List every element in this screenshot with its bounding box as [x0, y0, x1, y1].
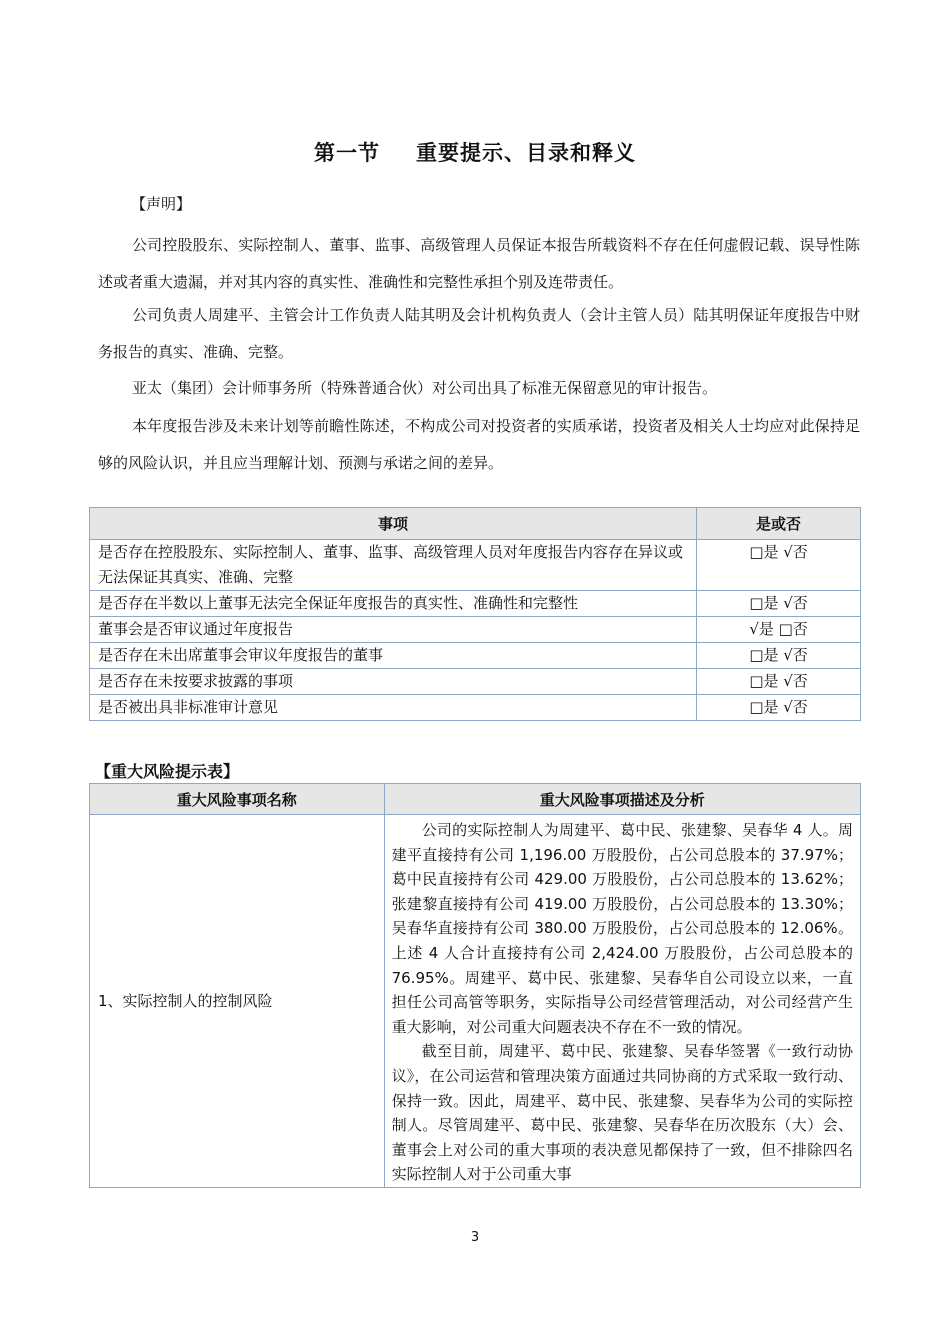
matter-item: 是否存在未出席董事会审议年度报告的董事 [90, 643, 697, 669]
matters-header-answer: 是或否 [697, 508, 861, 540]
matters-header-row [90, 508, 861, 540]
declaration-paragraph: 亚太（集团）会计师事务所（特殊普通合伙）对公司出具了标准无保留意见的审计报告。 [132, 379, 718, 397]
declaration-paragraph: 本年度报告涉及未来计划等前瞻性陈述，不构成公司对投资者的实质承诺，投资者及相关人士均应对此保持足够的风险认识，并且应当理解计划、预测与承诺之间的差异。 [98, 417, 860, 472]
risk-header-description: 重大风险事项描述及分析 [384, 784, 860, 815]
matters-header-item: 事项 [90, 508, 697, 540]
declaration-label: 【声明】 [131, 195, 192, 213]
matter-answer: √是 □否 [697, 617, 861, 643]
table-row [90, 815, 861, 1188]
risk-table-heading: 【重大风险提示表】 [95, 762, 240, 781]
risk-header-name: 重大风险事项名称 [90, 784, 385, 815]
matters-table [89, 507, 861, 721]
table-row [90, 591, 861, 617]
section-number: 第一节 [314, 141, 380, 165]
matter-answer: □是 √否 [697, 591, 861, 617]
matter-answer: □是 √否 [697, 669, 861, 695]
table-row [90, 643, 861, 669]
declaration-paragraph: 公司负责人周建平、主管会计工作负责人陆其明及会计机构负责人（会计主管人员）陆其明保证年度报告中财务报告的真实、准确、完整。 [98, 306, 860, 361]
risk-description-paragraph: 公司的实际控制人为周建平、葛中民、张建黎、吴春华 4 人。周建平直接持有公司 1,196.00 万股股份，占公司总股本的 37.97%；葛中民直接持有公司 429.00 万股股份，占公司总股本的 13.62%；张建黎直接持有公司 419.00 万股股份，占公司总股本的 13.30%；吴春华直接持有公司 380.00 万股股份，占公司总股本的 12.06%。上述 4 人合计直接持有公司 2,424.00 万股股份，占公司总股本的 76.95%。周建平、葛中民、张建黎、吴春华自公司设立以来，一直担任公司高管等职务，实际指导公司经营管理活动，对公司经营产生重大影响，对公司重大问题表决不存在不一致的情况。 [391, 821, 853, 1036]
risk-table [89, 783, 861, 1188]
matter-answer: □是 √否 [697, 695, 861, 721]
risk-header-row [90, 784, 861, 815]
table-row [90, 540, 861, 591]
section-title: 重要提示、目录和释义 [416, 141, 636, 165]
risk-description-paragraph: 截至目前，周建平、葛中民、张建黎、吴春华签署《一致行动协议》，在公司运营和管理决策方面通过共同协商的方式采取一致行动、保持一致。因此，周建平、葛中民、张建黎、吴春华为公司的实际控制人。尽管周建平、葛中民、张建黎、吴春华在历次股东（大）会、董事会上对公司的重大事项的表决意见都保持了一致，但不排除四名实际控制人对于公司重大事 [391, 1042, 853, 1184]
matter-item: 是否存在未按要求披露的事项 [90, 669, 697, 695]
table-row [90, 695, 861, 721]
table-row [90, 669, 861, 695]
risk-description [384, 815, 860, 1188]
risk-name: 1、实际控制人的控制风险 [90, 815, 385, 1188]
matter-answer: □是 √否 [697, 643, 861, 669]
table-row [90, 617, 861, 643]
declaration-paragraph: 公司控股股东、实际控制人、董事、监事、高级管理人员保证本报告所载资料不存在任何虚假记载、误导性陈述或者重大遗漏，并对其内容的真实性、准确性和完整性承担个别及连带责任。 [98, 236, 860, 291]
page-title [0, 137, 950, 167]
page-number: 3 [470, 1230, 480, 1245]
matter-answer: □是 √否 [697, 540, 861, 591]
matter-item: 是否被出具非标准审计意见 [90, 695, 697, 721]
matter-item: 是否存在控股股东、实际控制人、董事、监事、高级管理人员对年度报告内容存在异议或无法保证其真实、准确、完整 [90, 540, 697, 591]
matter-item: 董事会是否审议通过年度报告 [90, 617, 697, 643]
matter-item: 是否存在半数以上董事无法完全保证年度报告的真实性、准确性和完整性 [90, 591, 697, 617]
